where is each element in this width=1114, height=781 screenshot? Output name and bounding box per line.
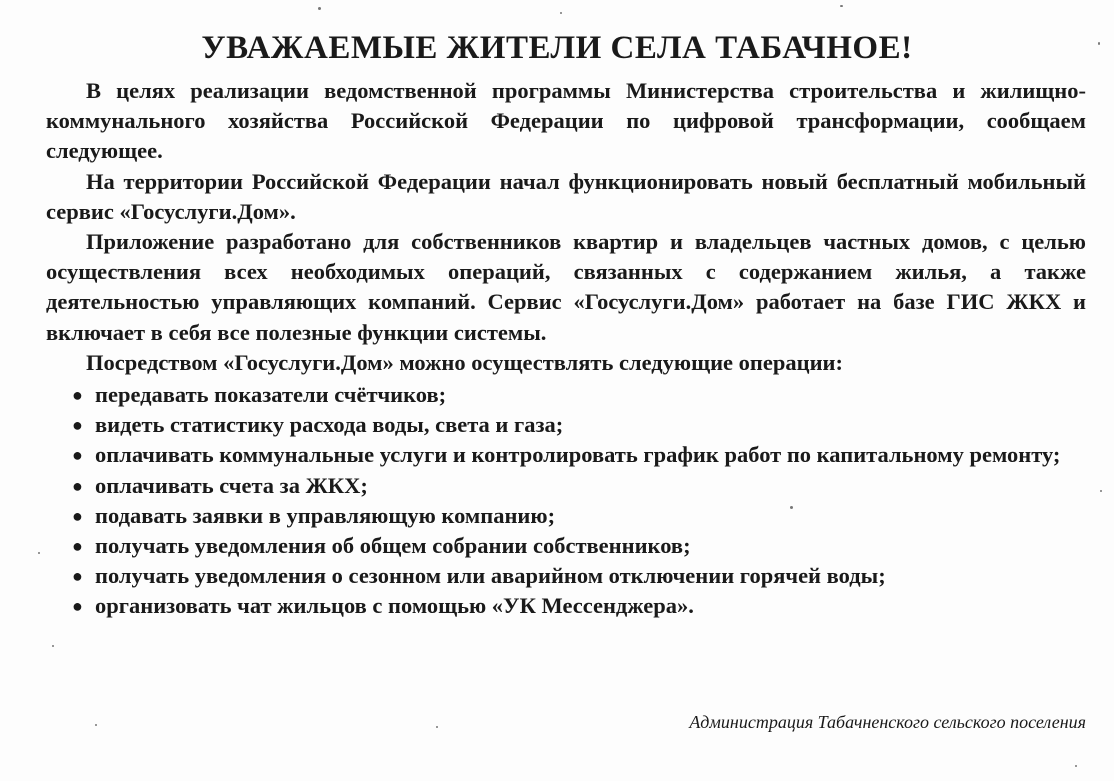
list-item xyxy=(46,471,1086,501)
scan-speck xyxy=(38,552,40,554)
scan-speck xyxy=(1098,42,1100,45)
list-item xyxy=(46,591,1086,621)
scan-speck xyxy=(436,726,438,728)
signature: Администрация Табачненского сельского поселения xyxy=(689,712,1086,732)
scan-speck xyxy=(1075,765,1077,767)
bullet-dot-icon: ● xyxy=(72,415,83,436)
list-item-text: оплачивать счета за ЖКХ; xyxy=(95,472,368,498)
scan-speck xyxy=(318,7,321,10)
list-item xyxy=(46,501,1086,531)
scan-speck xyxy=(1100,490,1102,492)
list-item xyxy=(46,410,1086,440)
list-item xyxy=(46,380,1086,410)
list-item xyxy=(46,561,1086,591)
scan-speck xyxy=(560,12,562,14)
list-item-text: получать уведомления о сезонном или аварийном отключении горячей воды; xyxy=(95,563,886,589)
paragraph-app-description: Приложение разработано для собственников квартир и владельцев частных домов, с целью осуществления всех необходимых операций, связанных с содержанием жилья, а также деятельностью управляющих компаний. Сервис «Госуслуги.Дом» работает на базе ГИС ЖКХ и включает в себя все полезные функции системы. xyxy=(46,229,1086,345)
bullet-dot-icon: ● xyxy=(72,566,83,587)
bullet-dot-icon: ● xyxy=(72,536,83,557)
bullet-dot-icon: ● xyxy=(72,475,83,496)
list-item xyxy=(46,531,1086,561)
bullet-dot-icon: ● xyxy=(72,596,83,617)
list-item-text: получать уведомления об общем собрании собственников; xyxy=(95,533,691,559)
scan-speck xyxy=(790,506,793,509)
notice-title: УВАЖАЕМЫЕ ЖИТЕЛИ СЕЛА ТАБАЧНОЕ! xyxy=(201,30,913,66)
scan-speck xyxy=(52,645,54,647)
notice-body xyxy=(46,76,1086,622)
bullet-dot-icon: ● xyxy=(72,505,83,526)
list-item-text: передавать показатели счётчиков; xyxy=(95,382,447,408)
operations-list xyxy=(46,380,1086,622)
list-item-text: видеть статистику расхода воды, света и газа; xyxy=(95,412,564,438)
scan-speck xyxy=(840,5,843,7)
scan-speck xyxy=(95,724,97,726)
list-item-text: организовать чат жильцов с помощью «УК Мессенджера». xyxy=(95,593,694,619)
paragraph-program-intro: В целях реализации ведомственной программы Министерства строительства и жилищно-коммунального хозяйства Российской Федерации по цифровой трансформации, сообщаем следующее. xyxy=(46,78,1086,164)
list-item-text: подавать заявки в управляющую компанию; xyxy=(95,502,556,528)
list-item-text: оплачивать коммунальные услуги и контролировать график работ по капитальному ремонту; xyxy=(95,442,1061,468)
list-item xyxy=(46,440,1086,470)
paragraph-operations-lead: Посредством «Госуслуги.Дом» можно осуществлять следующие операции: xyxy=(86,349,844,375)
paragraph-service-launch: На территории Российской Федерации начал функционировать новый бесплатный мобильный сервис «Госуслуги.Дом». xyxy=(46,168,1086,224)
bullet-dot-icon: ● xyxy=(72,385,83,406)
bullet-dot-icon: ● xyxy=(72,445,83,466)
